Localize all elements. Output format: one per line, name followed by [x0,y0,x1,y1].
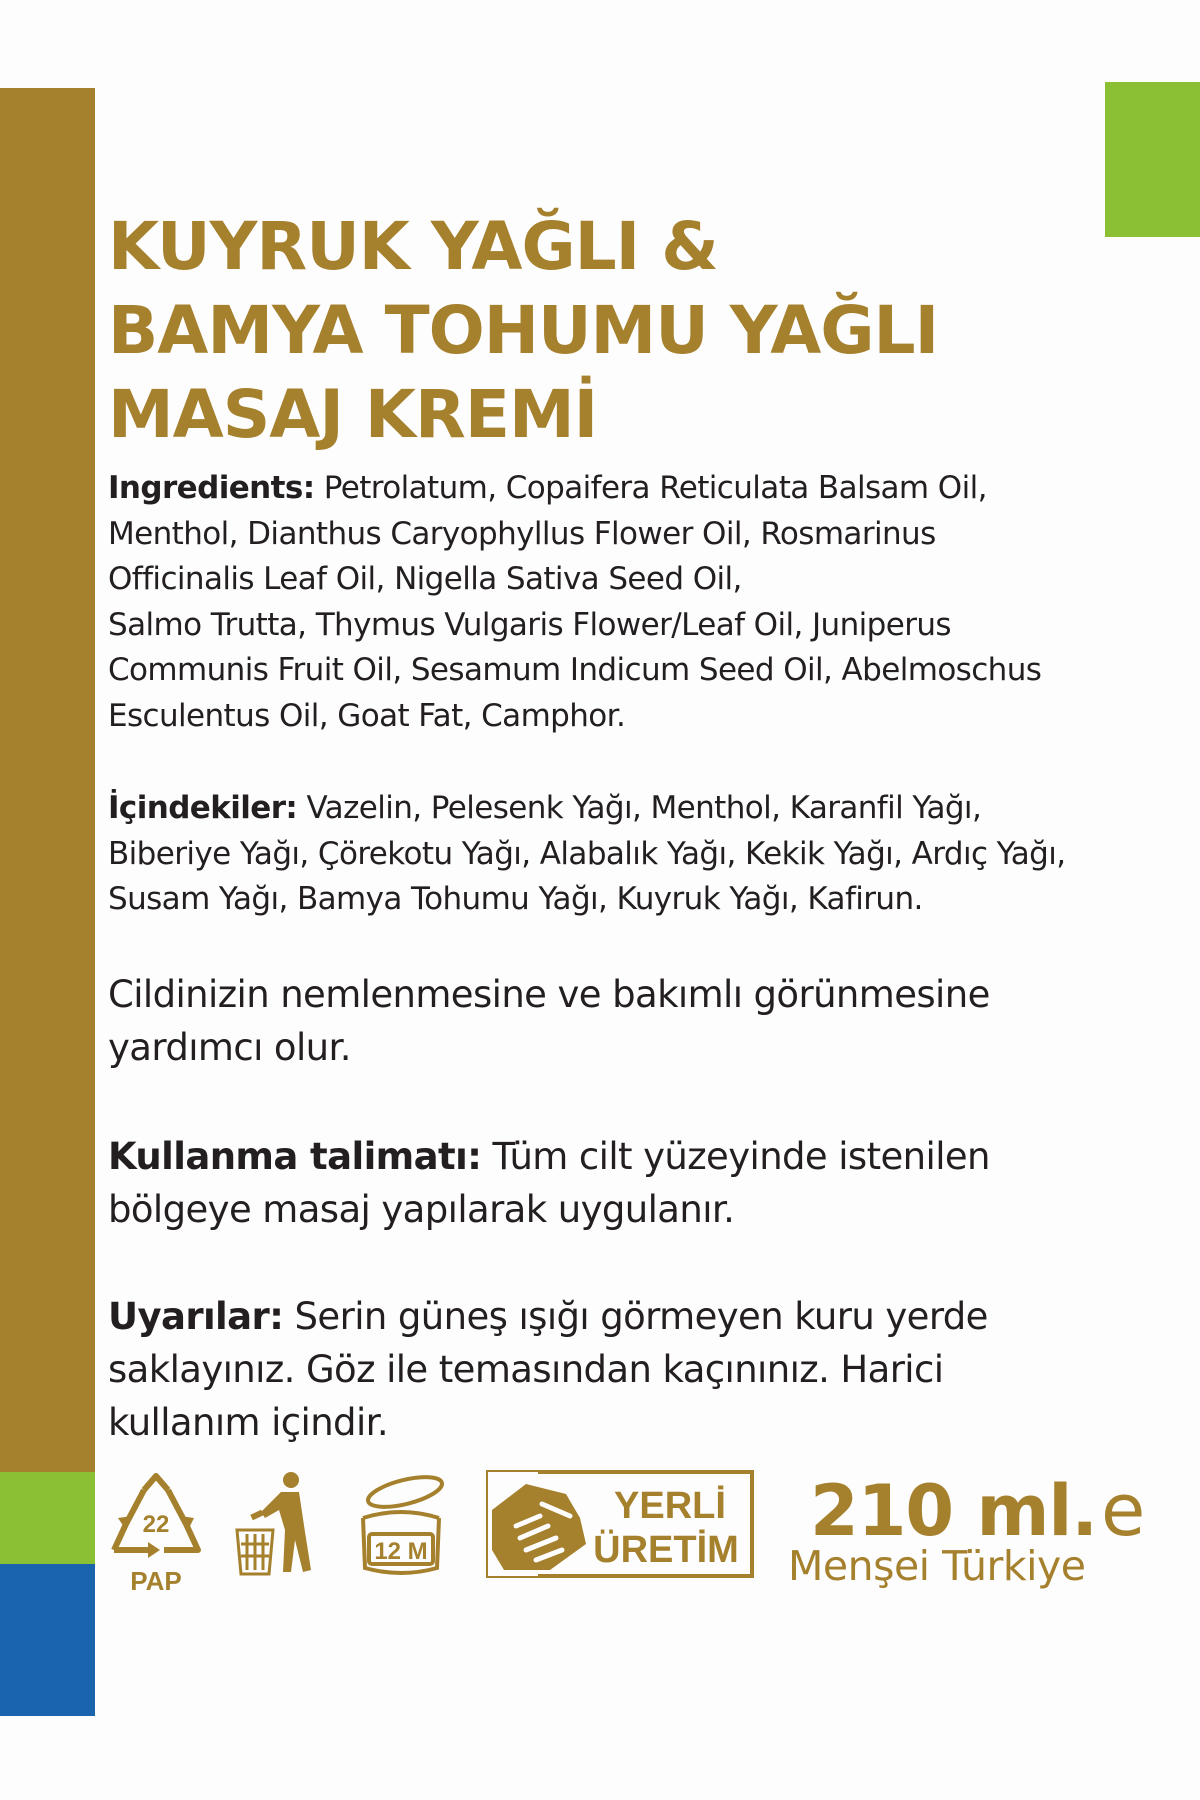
usage-block [108,1130,1128,1236]
usage-label: Kullanma talimatı: [108,1135,482,1178]
icindekiler-label: İçindekiler: [108,790,298,826]
warnings-line: Serin güneş ışığı görmeyen kuru yerde [294,1295,988,1338]
title-line-2: BAMYA TOHUMU YAĞLI [108,292,939,369]
ingredients-label: Ingredients: [108,470,315,506]
origin-label: Menşei Türkiye [788,1542,1086,1590]
title-line-1: KUYRUK YAĞLI & [108,208,718,285]
warnings-block [108,1290,1128,1449]
badge-line-2: ÜRETİM [593,1529,739,1571]
volume [810,1468,1145,1552]
ingredients-line: Salmo Trutta, Thymus Vulgaris Flower/Leaf Oil, Juniperus [108,606,951,643]
title-line-3: MASAJ KREMİ [108,376,598,453]
ingredients-line: Officinalis Leaf Oil, Nigella Sativa Seed Oil, [108,561,742,597]
volume-amount: 210 ml. [810,1470,1098,1552]
pao-label: 12 M [374,1538,428,1565]
ingredients-line: Petrolatum, Copaifera Reticulata Balsam Oil, [323,470,987,506]
estimated-sign: e [1101,1468,1145,1552]
usage-line: bölgeye masaj yapılarak uygulanır. [108,1188,735,1231]
icindekiler-line: Vazelin, Pelesenk Yağı, Menthol, Karanfil Yağı, [306,790,982,826]
corner-green-block [1105,82,1200,237]
warnings-line: saklayınız. Göz ile temasından kaçınınız. Harici [108,1348,944,1391]
open-jar-icon [355,1472,447,1580]
warnings-line: kullanım içindir. [108,1401,389,1444]
tidy-man-bin-icon [233,1470,313,1580]
warnings-label: Uyarılar: [108,1295,284,1338]
benefit-block [108,968,1128,1074]
usage-line: Tüm cilt yüzeyinde istenilen [492,1135,990,1178]
benefit-line: Cildinizin nemlenmesine ve bakımlı görünmesine [108,973,990,1016]
icindekiler-block [108,786,1128,923]
badge-line-1: YERLİ [614,1485,726,1527]
product-title [108,205,1008,457]
ingredients-block [108,466,1128,739]
yerli-uretim-badge [486,1470,754,1578]
icindekiler-line: Susam Yağı, Bamya Tohumu Yağı, Kuyruk Yağı, Kafirun. [108,881,923,917]
ingredients-line: Esculentus Oil, Goat Fat, Camphor. [108,697,626,734]
icindekiler-line: Biberiye Yağı, Çörekotu Yağı, Alabalık Yağı, Kekik Yağı, Ardıç Yağı, [108,835,1066,872]
side-stripe-gold [0,88,95,1472]
ingredients-line: Communis Fruit Oil, Sesamum Indicum Seed Oil, Abelmoschus [108,652,1042,688]
ingredients-line: Menthol, Dianthus Caryophyllus Flower Oil, Rosmarinus [108,515,936,552]
benefit-line: yardımcı olur. [108,1026,351,1069]
recycle-code: 22 [142,1511,170,1538]
recycle-label: PAP [130,1566,182,1596]
recycle-icon [104,1472,208,1600]
